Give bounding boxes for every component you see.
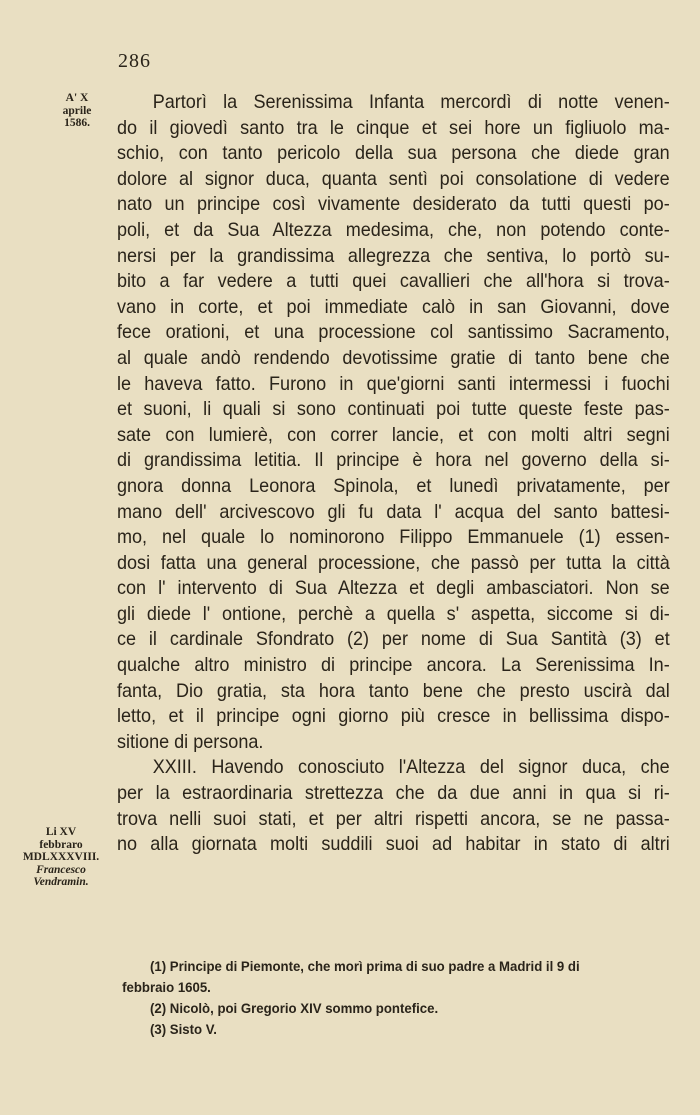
text-line: gnora donna Leonora Spinola, et lunedì privatamente, per <box>117 475 670 497</box>
text-line: bito a far vedere a tutti quei cavallieri che all'hora si trova- <box>117 271 670 293</box>
text-line: trova nelli suoi stati, et per altri rispetti ancora, se ne passa- <box>117 808 670 830</box>
text-line: qualche altro ministro di principe ancora. La Serenissima In- <box>117 655 670 677</box>
text-line: et suoni, li quali si sono continuati poi tutte queste feste pas- <box>117 399 670 421</box>
text-line: di grandissima letitia. Il principe è hora nel governo della si- <box>117 450 670 472</box>
text-line: fanta, Dio gratia, sta hora tanto bene che presto uscirà dal <box>117 680 670 702</box>
margin-note-date <box>38 92 116 130</box>
text-line: ce il cardinale Sfondrato (2) per nome di Sua Santità (3) et <box>117 629 670 651</box>
text-line: dolore al signor duca, quanta sentì poi consolatione di vedere <box>117 168 670 190</box>
text-line: letto, et il principe ogni giorno più cresce in bellissima dispo- <box>117 706 670 728</box>
text-line: XXIII. Havendo conosciuto l'Altezza del signor duca, che <box>152 757 670 779</box>
text-line: do il giovedì santo tra le cinque et sei hore un figliuolo ma- <box>117 117 670 139</box>
text-line: vano in corte, et poi immediate calò in san Giovanni, dove <box>117 296 670 318</box>
footnote-3: (3) Sisto V. <box>150 1022 217 1038</box>
margin-note-line: 1586. <box>64 117 90 129</box>
text-line: fece orationi, et una processione col santissimo Sacramento, <box>117 322 670 344</box>
text-line: sitione di persona. <box>117 731 264 753</box>
text-line: Partorì la Serenissima Infanta mercordì di notte venen- <box>152 92 670 113</box>
text-line: le haveva fatto. Furono in que'giorni santi intermessi i fuochi <box>117 373 670 395</box>
margin-note-line: Li XV <box>45 826 77 838</box>
text-line: nato un principe così vivamente desiderato da tutti questi po- <box>117 194 670 216</box>
margin-note-line: MDLXXXVIII. <box>22 851 100 863</box>
footnote-1: (1) Principe di Piemonte, che morì prima di suo padre a Madrid il 9 di <box>150 959 580 975</box>
text-line: poli, et da Sua Altezza medesima, che, non potendo conte- <box>117 219 670 241</box>
text-line: per la estraordinaria strettezza che da due anni in qua si ri- <box>117 783 670 805</box>
footnote-1-continued: febbraio 1605. <box>122 980 211 996</box>
text-line: schio, con tanto pericolo della sua persona che diede gran <box>117 143 670 165</box>
margin-note-line: aprile <box>62 104 92 117</box>
page-number: 286 <box>118 50 151 72</box>
text-line: mano dell' arcivescovo gli fu data l' acqua del santo battesi- <box>117 501 670 523</box>
margin-note-letter <box>2 826 120 889</box>
text-line: gli diede l' ontione, perchè a quella s' aspetta, siccome si di- <box>117 603 670 625</box>
margin-note-line: Vendramin. <box>33 876 89 888</box>
text-line: sate con lumierè, con correr lancie, et con molti altri segni <box>117 424 670 446</box>
body-text <box>117 90 670 858</box>
margin-note-line: febbraro <box>39 838 83 851</box>
text-line: con l' intervento di Sua Altezza et degli ambasciatori. Non se <box>117 578 670 600</box>
text-line: dosi fatta una general processione, che passò per tutta la città <box>117 552 670 574</box>
text-line: nersi per la grandissima allegrezza che sentiva, lo portò su- <box>117 245 670 267</box>
text-line: no alla giornata molti suddili suoi ad habitar in stato di altri <box>117 834 670 856</box>
footnote-2: (2) Nicolò, poi Gregorio XIV sommo pontefice. <box>150 1001 439 1017</box>
text-line: al quale andò rendendo devotissime gratie di tanto bene che <box>117 347 670 369</box>
text-line: mo, nel quale lo nominorono Filippo Emmanuele (1) essen- <box>117 527 670 549</box>
margin-note-line: A' X <box>65 92 89 104</box>
footnotes <box>122 957 634 1041</box>
margin-note-line: Francesco <box>36 863 86 876</box>
